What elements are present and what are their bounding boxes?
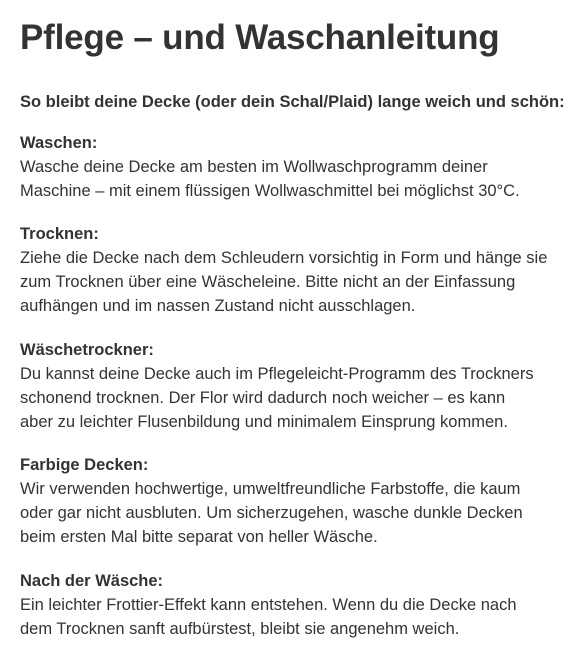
- text-line: Maschine – mit einem flüssigen Wollwaschmittel bei möglichst 30°C.: [20, 182, 520, 200]
- section-heading: Nach der Wäsche:: [20, 572, 164, 590]
- section-heading: Farbige Decken:: [20, 456, 149, 474]
- text-line: beim ersten Mal bitte separat von heller Wäsche.: [20, 528, 378, 546]
- text-line: Ziehe die Decke nach dem Schleudern vorsichtig in Form und hänge sie: [20, 249, 548, 267]
- text-line: dem Trocknen sanft aufbürstest, bleibt sie angenehm weich.: [20, 620, 460, 638]
- text-line: oder gar nicht ausbluten. Um sicherzugehen, wasche dunkle Decken: [20, 504, 523, 522]
- section-text: [20, 362, 580, 434]
- text-line: Du kannst deine Decke auch im Pflegeleicht-Programm des Trockners: [20, 365, 534, 383]
- section-colored-blankets: [20, 453, 580, 549]
- section-text: [20, 593, 580, 641]
- section-heading: Trocknen:: [20, 225, 99, 243]
- text-line: schonend trocknen. Der Flor wird dadurch noch weicher – es kann: [20, 389, 506, 407]
- section-text: [20, 155, 580, 203]
- text-line: aufhängen und im nassen Zustand nicht ausschlagen.: [20, 297, 416, 315]
- text-line: aber zu leichter Flusenbildung und minimalem Einsprung kommen.: [20, 413, 508, 431]
- text-line: Wir verwenden hochwertige, umweltfreundliche Farbstoffe, die kaum: [20, 480, 521, 498]
- section-after-washing: [20, 569, 580, 641]
- intro-text: So bleibt deine Decke (oder dein Schal/Plaid) lange weich und schön:: [20, 93, 565, 111]
- section-dryer: [20, 338, 580, 434]
- text-line: zum Trocknen über eine Wäscheleine. Bitte nicht an der Einfassung: [20, 273, 516, 291]
- text-line: Ein leichter Frottier-Effekt kann entstehen. Wenn du die Decke nach: [20, 596, 517, 614]
- page-title: Pflege – und Waschanleitung: [20, 18, 500, 57]
- section-text: [20, 246, 580, 318]
- section-text: [20, 477, 580, 549]
- section-washing: [20, 131, 580, 203]
- section-drying: [20, 222, 580, 318]
- section-heading: Wäschetrockner:: [20, 341, 154, 359]
- text-line: Wasche deine Decke am besten im Wollwaschprogramm deiner: [20, 158, 488, 176]
- section-heading: Waschen:: [20, 134, 98, 152]
